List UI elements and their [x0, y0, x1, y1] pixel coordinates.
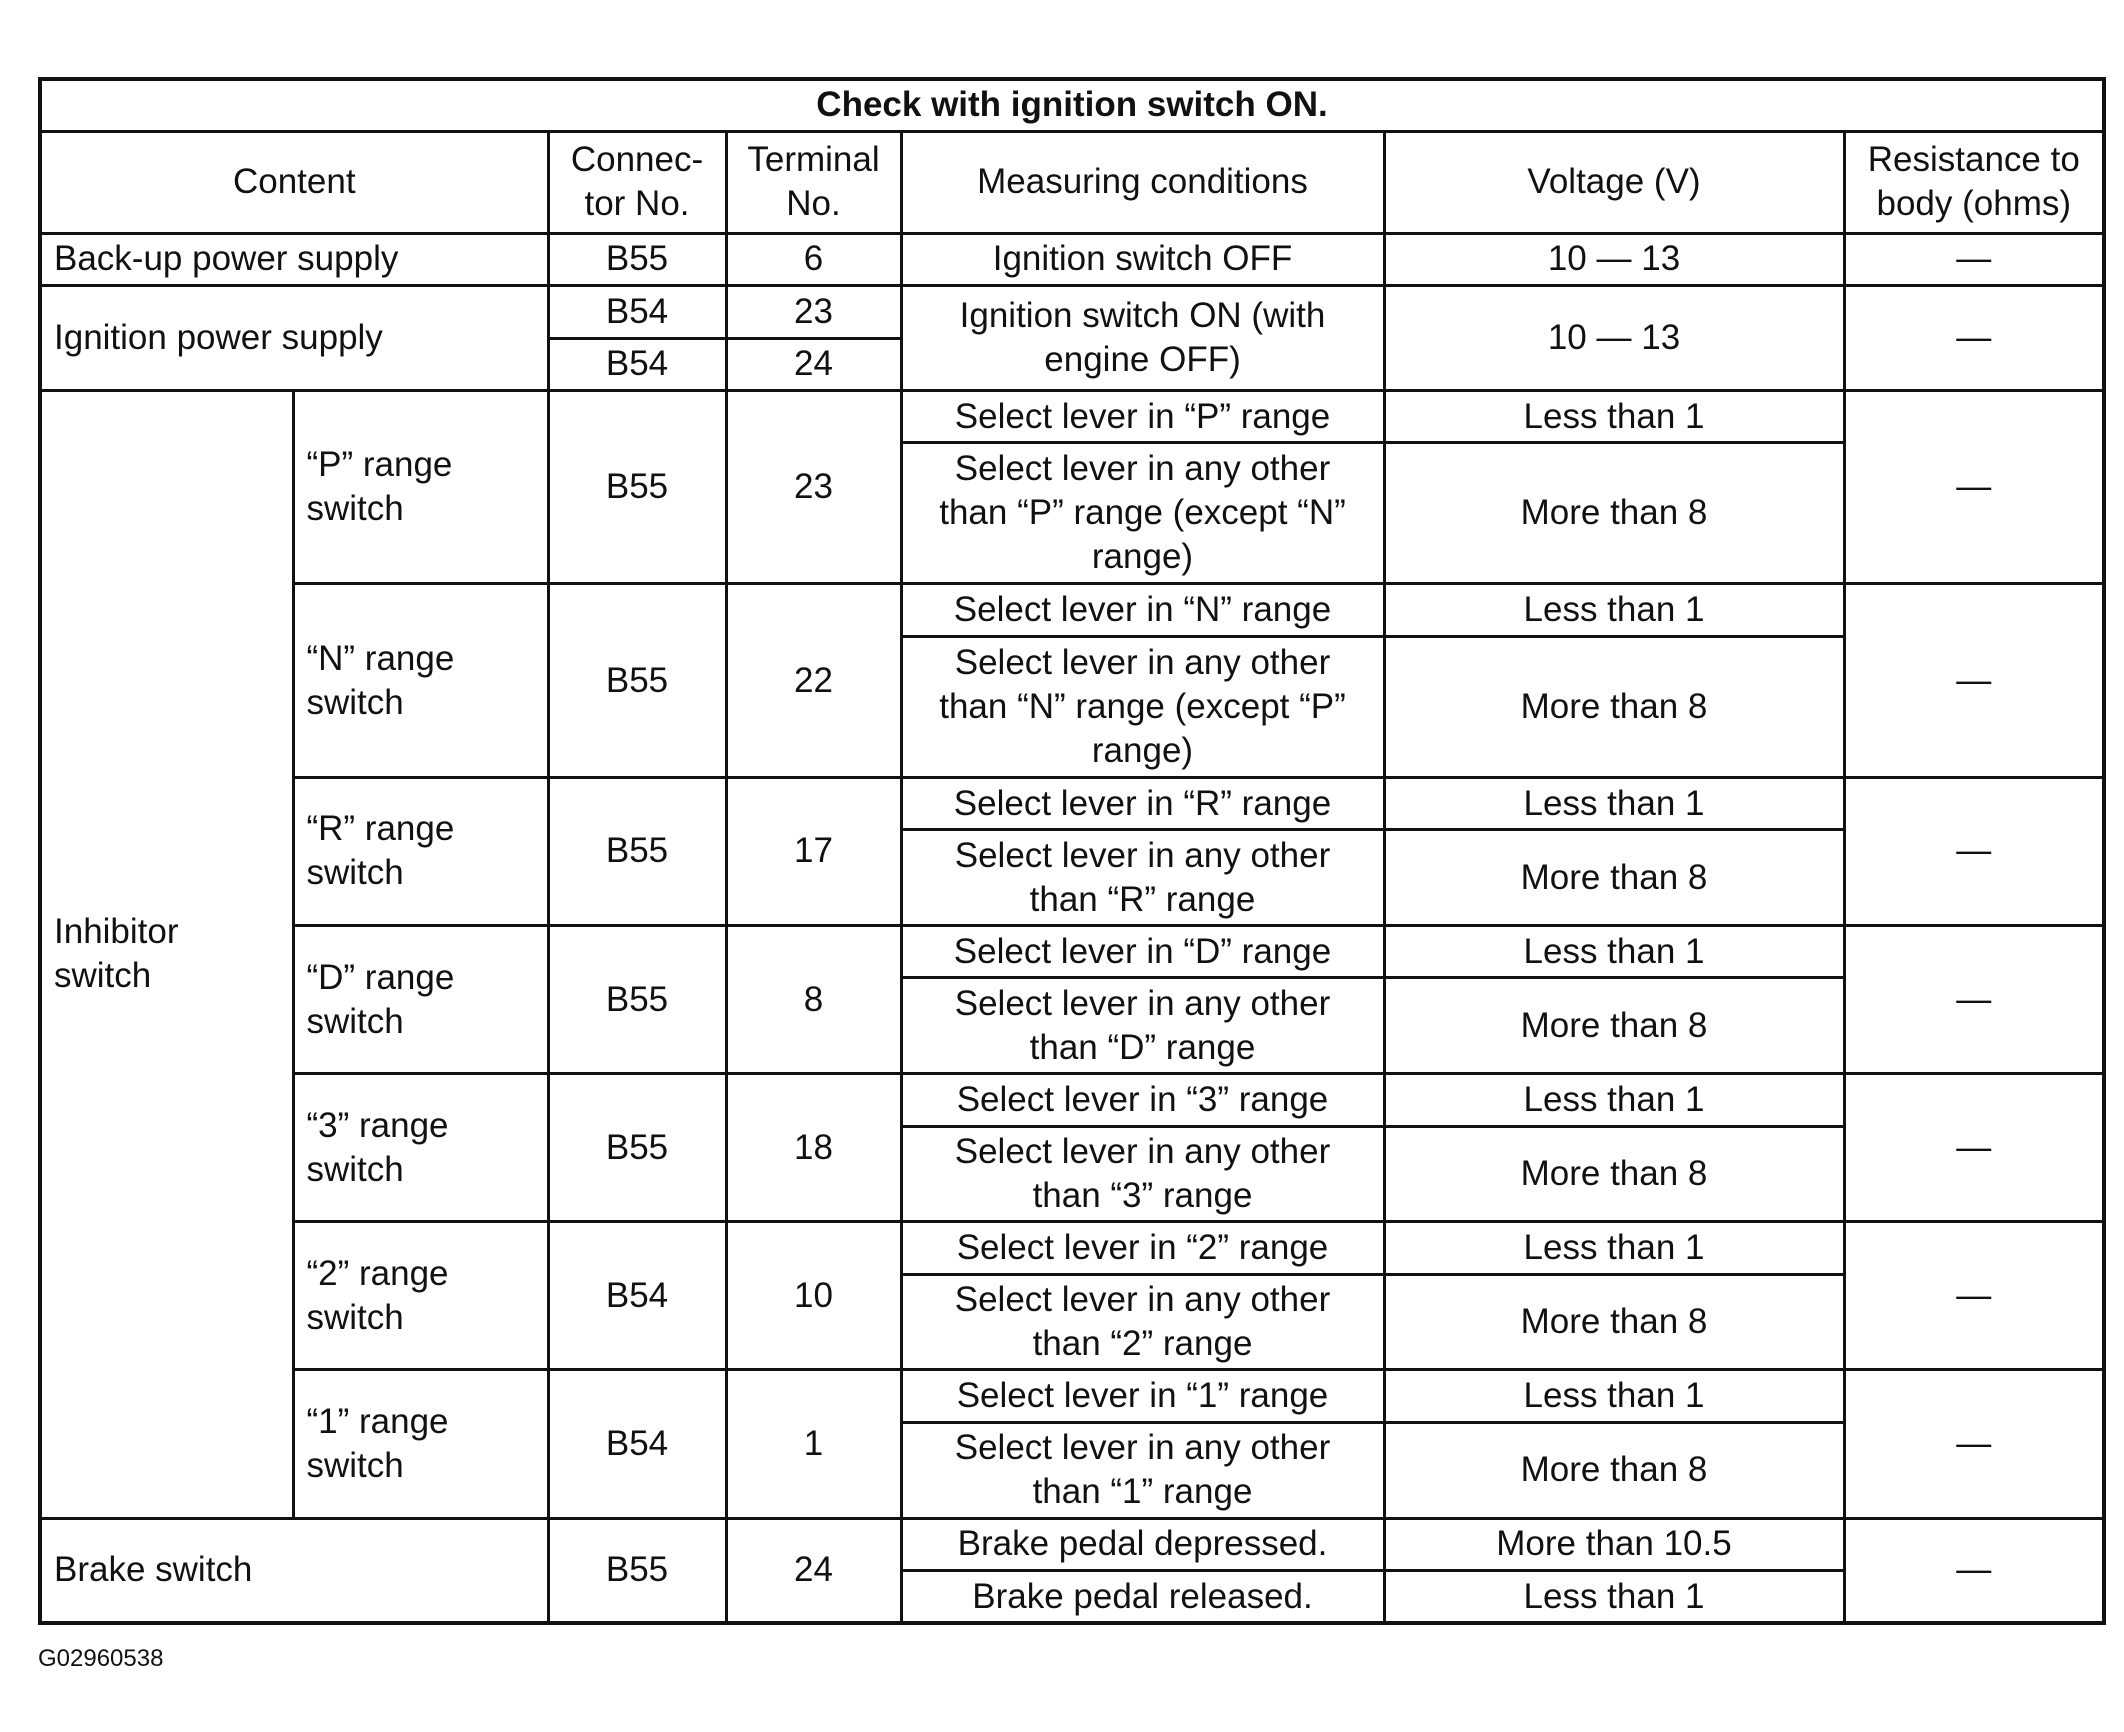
inspection-table: [38, 77, 2106, 1625]
figure-code: G02960538: [38, 1645, 164, 1672]
table-row: [40, 777, 2104, 829]
table-row: [40, 926, 2104, 978]
range-switch-voltage-other: More than 8: [1384, 1422, 1844, 1518]
brake-voltage-released: Less than 1: [1384, 1571, 1844, 1623]
range-switch-voltage-other: More than 8: [1384, 978, 1844, 1074]
range-switch-connector: B54: [548, 1222, 726, 1370]
range-switch-condition-in: Select lever in “2” range: [901, 1222, 1384, 1274]
range-switch-terminal: 22: [726, 584, 901, 778]
ignition-terminal-2: 24: [726, 338, 901, 390]
table-row: [40, 1370, 2104, 1422]
backup-connector: B55: [548, 233, 726, 285]
backup-content: Back-up power supply: [40, 233, 548, 285]
range-switch-voltage-other: More than 8: [1384, 443, 1844, 584]
table-row: [40, 584, 2104, 636]
header-connector: Connec- tor No.: [548, 131, 726, 233]
range-switch-name: “2” range switch: [293, 1222, 548, 1370]
header-terminal: Terminal No.: [726, 131, 901, 233]
range-switch-voltage-in: Less than 1: [1384, 1370, 1844, 1422]
range-switch-name: “N” range switch: [293, 584, 548, 778]
table-row: [40, 286, 2104, 338]
brake-voltage-depressed: More than 10.5: [1384, 1518, 1844, 1570]
table-row: [40, 390, 2104, 442]
range-switch-condition-other: Select lever in any other than “2” range: [901, 1274, 1384, 1370]
header-voltage: Voltage (V): [1384, 131, 1844, 233]
ignition-connector-1: B54: [548, 286, 726, 338]
range-switch-name: “P” range switch: [293, 390, 548, 584]
range-switch-condition-other: Select lever in any other than “N” range (except “P” range): [901, 636, 1384, 777]
brake-terminal: 24: [726, 1518, 901, 1623]
brake-connector: B55: [548, 1518, 726, 1623]
range-switch-terminal: 8: [726, 926, 901, 1074]
range-switch-condition-other: Select lever in any other than “R” range: [901, 830, 1384, 926]
range-switch-condition-in: Select lever in “3” range: [901, 1074, 1384, 1126]
range-switch-voltage-in: Less than 1: [1384, 1074, 1844, 1126]
range-switch-resistance: —: [1844, 1222, 2104, 1370]
range-switch-condition-other: Select lever in any other than “D” range: [901, 978, 1384, 1074]
range-switch-resistance: —: [1844, 926, 2104, 1074]
range-switch-voltage-in: Less than 1: [1384, 584, 1844, 636]
ignition-terminal-1: 23: [726, 286, 901, 338]
table-row: [40, 1222, 2104, 1274]
backup-terminal: 6: [726, 233, 901, 285]
ignition-voltage: 10 — 13: [1384, 286, 1844, 391]
range-switch-condition-in: Select lever in “D” range: [901, 926, 1384, 978]
range-switch-resistance: —: [1844, 390, 2104, 584]
header-resistance: Resistance to body (ohms): [1844, 131, 2104, 233]
ignition-content: Ignition power supply: [40, 286, 548, 391]
range-switch-connector: B55: [548, 1074, 726, 1222]
range-switch-voltage-in: Less than 1: [1384, 777, 1844, 829]
backup-condition: Ignition switch OFF: [901, 233, 1384, 285]
range-switch-connector: B54: [548, 1370, 726, 1518]
brake-condition-released: Brake pedal released.: [901, 1571, 1384, 1623]
range-switch-condition-in: Select lever in “P” range: [901, 390, 1384, 442]
range-switch-condition-other: Select lever in any other than “1” range: [901, 1422, 1384, 1518]
ignition-condition: Ignition switch ON (with engine OFF): [901, 286, 1384, 391]
range-switch-connector: B55: [548, 777, 726, 925]
range-switch-name: “D” range switch: [293, 926, 548, 1074]
table-row: [40, 1518, 2104, 1570]
range-switch-voltage-in: Less than 1: [1384, 390, 1844, 442]
ignition-connector-2: B54: [548, 338, 726, 390]
range-switch-voltage-in: Less than 1: [1384, 926, 1844, 978]
header-conditions: Measuring conditions: [901, 131, 1384, 233]
table-caption: Check with ignition switch ON.: [40, 79, 2104, 131]
range-switch-condition-other: Select lever in any other than “3” range: [901, 1126, 1384, 1222]
inhibitor-label: Inhibitor switch: [40, 390, 293, 1518]
range-switch-resistance: —: [1844, 777, 2104, 925]
range-switch-terminal: 1: [726, 1370, 901, 1518]
table-row: [40, 1074, 2104, 1126]
range-switch-name: “R” range switch: [293, 777, 548, 925]
range-switch-condition-in: Select lever in “1” range: [901, 1370, 1384, 1422]
range-switch-connector: B55: [548, 926, 726, 1074]
brake-resistance: —: [1844, 1518, 2104, 1623]
ignition-resistance: —: [1844, 286, 2104, 391]
table-row: [40, 233, 2104, 285]
range-switch-condition-in: Select lever in “R” range: [901, 777, 1384, 829]
range-switch-resistance: —: [1844, 1370, 2104, 1518]
brake-condition-depressed: Brake pedal depressed.: [901, 1518, 1384, 1570]
range-switch-voltage-other: More than 8: [1384, 830, 1844, 926]
backup-voltage: 10 — 13: [1384, 233, 1844, 285]
header-content: Content: [40, 131, 548, 233]
range-switch-voltage-other: More than 8: [1384, 636, 1844, 777]
range-switch-voltage-in: Less than 1: [1384, 1222, 1844, 1274]
range-switch-terminal: 23: [726, 390, 901, 584]
range-switch-terminal: 10: [726, 1222, 901, 1370]
backup-resistance: —: [1844, 233, 2104, 285]
range-switch-name: “3” range switch: [293, 1074, 548, 1222]
range-switch-voltage-other: More than 8: [1384, 1126, 1844, 1222]
range-switch-resistance: —: [1844, 1074, 2104, 1222]
range-switch-terminal: 18: [726, 1074, 901, 1222]
range-switch-voltage-other: More than 8: [1384, 1274, 1844, 1370]
range-switch-name: “1” range switch: [293, 1370, 548, 1518]
brake-content: Brake switch: [40, 1518, 548, 1623]
range-switch-connector: B55: [548, 390, 726, 584]
range-switch-condition-other: Select lever in any other than “P” range (except “N” range): [901, 443, 1384, 584]
range-switch-resistance: —: [1844, 584, 2104, 778]
range-switch-terminal: 17: [726, 777, 901, 925]
range-switch-connector: B55: [548, 584, 726, 778]
range-switch-condition-in: Select lever in “N” range: [901, 584, 1384, 636]
